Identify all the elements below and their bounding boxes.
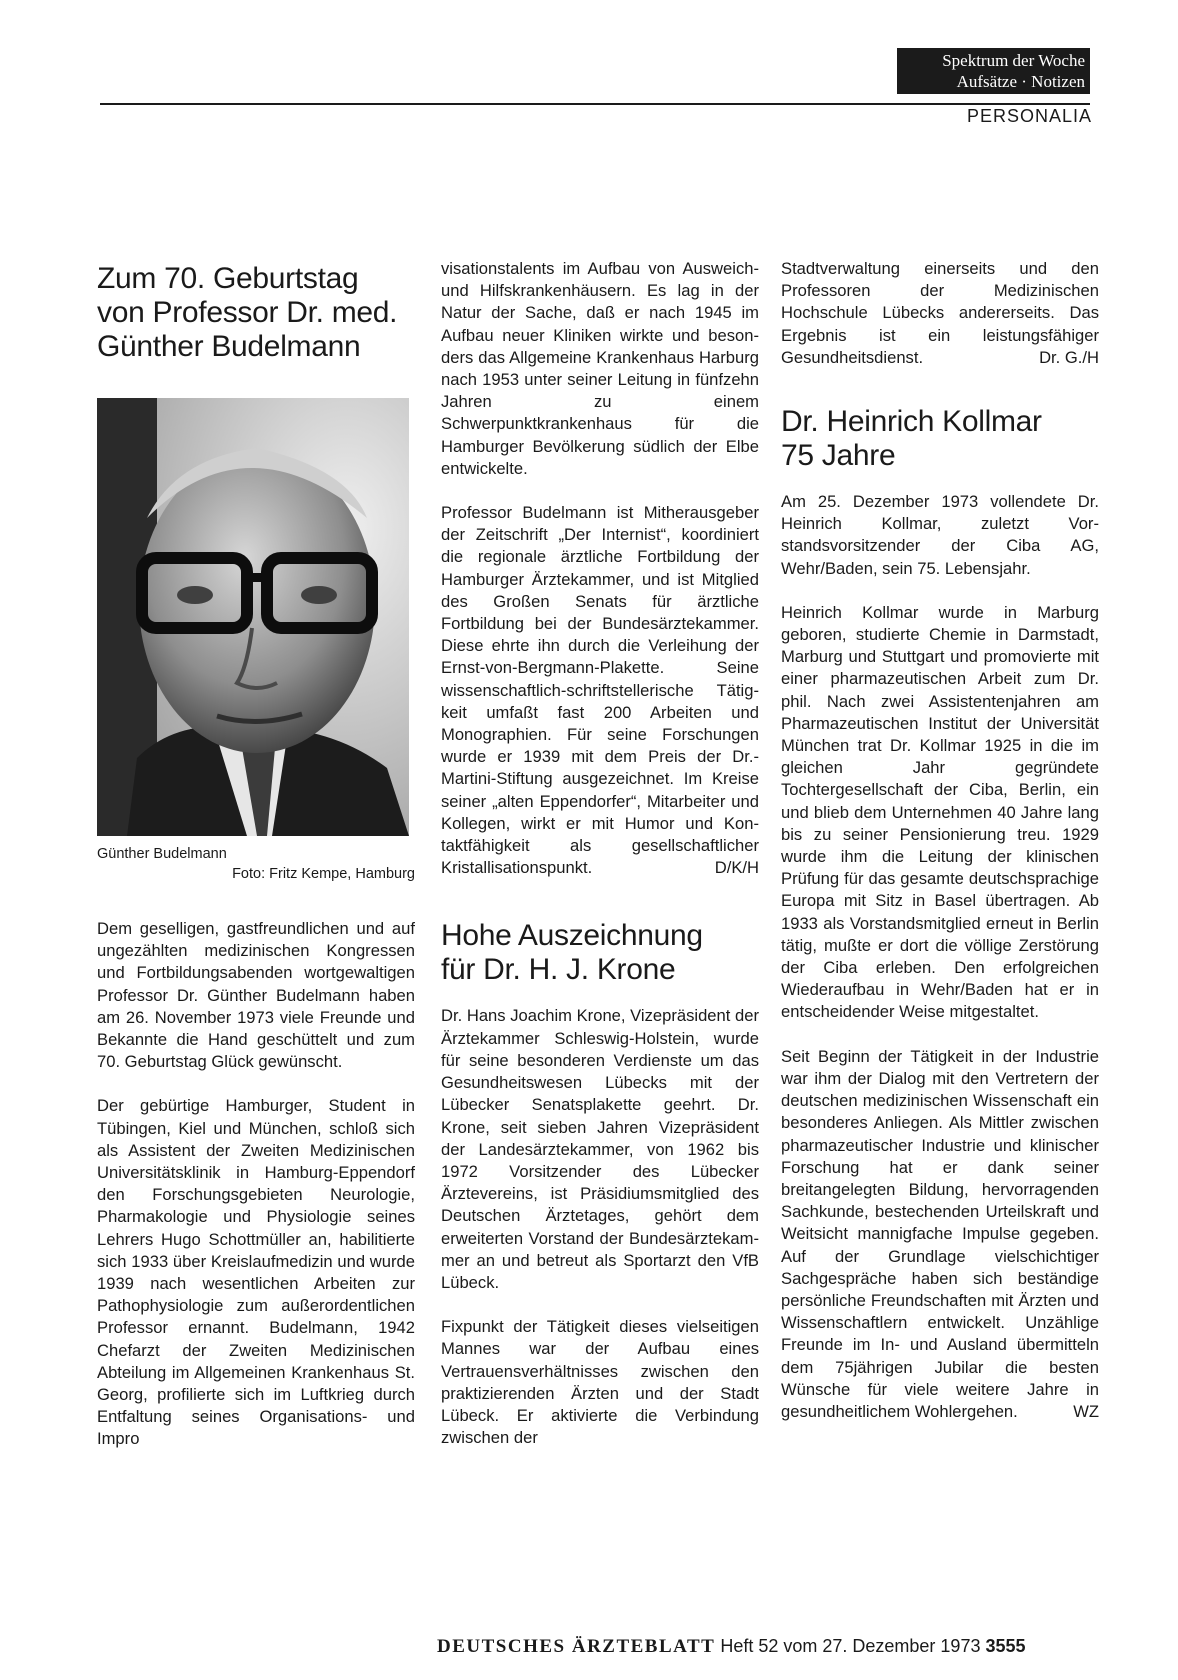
- article1-paragraph-2: Der gebürtige Hamburger, Student in Tübingen, Kiel und München, schloß sich als Assistent der Zweiten Medizinischen Universitätsklinik in Hamburg-Eppendorf den Forschungsgebieten Neurologie, Pharmakologie und Physiologie seines Lehrers Hugo Schottmüller an, habilitierte sich 1933 über Kreislaufmedizin und wurde 1939 nach wesentlichen Arbeiten zur Pathophysiologie zum außerordentlichen Professor ernannt. Budelmann, 1942 Chefarzt der Zweiten Medizinischen Abteilung im Allgemeinen Krankenhaus St. Georg, profilierte sich im Luftkrieg durch Entfaltung seines Organisations- und Impro: [97, 1096, 415, 1449]
- article2-paragraph-3-text: Stadtverwaltung einerseits und den Professoren der Medizinischen Hochschule Lübecks andererseits. Das Ergebnis ist ein leistungsfähiger Gesundheitsdienst.: [781, 259, 1099, 367]
- article3-title-line2: 75 Jahre: [781, 439, 896, 473]
- magazine-name: DEUTSCHES ÄRZTEBLATT: [437, 1636, 716, 1657]
- article1-signature: D/K/H: [714, 858, 759, 878]
- article2-paragraph-3: [781, 258, 1099, 369]
- article1-paragraph-4: [441, 502, 759, 879]
- article3-title: [781, 405, 1099, 473]
- article1-title: [97, 262, 415, 364]
- page-number: 3555: [985, 1636, 1026, 1656]
- photo-caption: Günther Budelmann: [97, 846, 227, 862]
- article2-signature: Dr. G./H: [1039, 347, 1099, 367]
- section-label-line1: Spektrum der Woche: [942, 51, 1085, 70]
- article1-title-line3: Günther Budelmann: [97, 330, 361, 363]
- article3-paragraph-3: [781, 1046, 1099, 1423]
- article1-title-line1: Zum 70. Geburtstag: [97, 262, 359, 295]
- article1-paragraph-1: Dem geselligen, gastfreundlichen und auf ungezählten medizinischen Kongressen und Fortbildungsabenden wortgewaltigen Professor Dr. Günther Budelmann haben am 26. November 1973 viele Freunde und Bekannte die Hand geschüttelt und zum 70. Geburtstag Glück gewünscht.: [97, 919, 415, 1072]
- category-label: PERSONALIA: [966, 106, 1092, 126]
- article1-paragraph-4-text: Professor Budelmann ist Mitherausgeber der Zeitschrift „Der Internist“, koordiniert die regionale ärztliche Fortbildung der Hamburger Ärztekammer, und ist Mitglied des Großen Senats für ärztliche Fortbildung bei der Bundesärztekammer. Diese ehrte ihn durch die Verleihung der Ernst-von-Bergmann-Plakette. Seine wissenschaftlich-schriftstellerische Tätigkeit umfaßt fast 200 Arbeiten und Monographien. Für seine Forschungen wurde er 1939 mit dem Preis der Dr.-Martini-Stiftung ausgezeichnet. Im Kreise seiner „alten Eppendorfer“, Mitarbeiter und Kollegen, wirkt er mit Humor und Kontaktfähigkeit als gesellschaftlicher Kristallisationspunkt.: [441, 503, 759, 878]
- article2-title-line2: für Dr. H. J. Krone: [441, 953, 676, 987]
- column-3: [781, 258, 1099, 1445]
- header-rule: [100, 103, 1090, 105]
- article3-paragraph-3-text: Seit Beginn der Tätigkeit in der Industrie war ihm der Dialog mit den Vertretern der deutschen medizinischen Wissenschaft ein besonderes Anliegen. Als Mittler zwischen pharmazeutischer Industrie und klinischer Forschung hat er dank seiner breitangelegten Bildung, hervorragenden Sachkunde, bestechenden Urteilskraft und Weitsicht mannigfache Impulse gegeben. Auf der Grundlage vielschichtiger Sachgespräche haben sich beständige persönliche Freundschaften mit Ärzten und Wissenschaftlern entwickelt. Unzählige Freunde im In- und Ausland übermitteln dem 75jährigen Jubilar die besten Wünsche für viele weitere Jahre in gesundheitlichem Wohlergehen.: [781, 1046, 1099, 1421]
- photo-credit: Foto: Fritz Kempe, Hamburg: [232, 866, 415, 882]
- section-label-line2: Aufsätze · Notizen: [956, 72, 1085, 91]
- section-label-box: [897, 48, 1090, 94]
- portrait-photo: [97, 398, 409, 836]
- issue-info: Heft 52 vom 27. Dezember 1973: [720, 1636, 981, 1656]
- article2-paragraph-1: Dr. Hans Joachim Krone, Vizepräsident der Ärztekammer Schleswig-Holstein, wurde für seine besonderen Verdienste um das Gesundheitswesen Lübecks mit der Lübecker Senatsplakette geehrt. Dr. Krone, seit sieben Jahren Vizepräsident der Landesärztekammer, von 1962 bis 1972 Vorsitzender des Lübecker Ärztevereins, ist Präsidiumsmitglied des Deutschen Ärztetages, gehört dem erweiterten Vorstand der Bundesärztekammer an und betreut als Sportarzt den VfB Lübeck.: [441, 1006, 759, 1292]
- article3-signature: WZ: [1073, 1401, 1099, 1421]
- article3-paragraph-1: Am 25. Dezember 1973 vollendete Dr. Heinrich Kollmar, zuletzt Vorstandsvorsitzender der Ciba AG, Wehr/Baden, sein 75. Lebensjahr.: [781, 492, 1099, 578]
- article2-title: [441, 919, 759, 987]
- column-2: [441, 258, 759, 1471]
- article2-paragraph-2: Fixpunkt der Tätigkeit dieses vielseitigen Mannes war der Aufbau eines Vertrauensverhältnisses zwischen den praktizierenden Ärzten und der Stadt Lübeck. Er aktivierte die Verbindung zwischen der: [441, 1317, 759, 1448]
- article3-paragraph-2: Heinrich Kollmar wurde in Marburg geboren, studierte Chemie in Darmstadt, Marburg und Stuttgart und promovierte mit einer pharmazeutischen Arbeit zum Dr. phil. Nach zwei Assistentenjahren am Pharmazeutischen Institut der Universität München trat Dr. Kollmar 1925 in die im gleichen Jahr gegründete Tochtergesellschaft der Ciba, Berlin, ein und blieb dem Unternehmen 40 Jahre lang bis zu seiner Pensionierung treu. 1929 wurde ihm die Leitung der klinischen Prüfung für das gesamte deutschsprachige Europa mit Sitz in Basel übertragen. Ab 1933 als Vorstandsmitglied erneut in Berlin tätig, mußte er dort die völlige Zerstörung der Ciba erleben. Den erfolgreichen Wiederaufbau in Wehr/Baden hat er in entscheidender Weise mitgestaltet.: [781, 602, 1099, 1022]
- article3-title-line1: Dr. Heinrich Kollmar: [781, 405, 1042, 439]
- column-1: [97, 262, 415, 1473]
- portrait-image: [97, 398, 409, 836]
- article1-title-line2: von Professor Dr. med.: [97, 296, 398, 329]
- page-footer: [437, 1636, 1026, 1658]
- article1-paragraph-3: visationstalents im Aufbau von Ausweich- und Hilfskrankenhäusern. Es lag in der Natur der Sache, daß er nach 1945 im Aufbau neuer Kliniken wirkte und besonders das Allgemeine Krankenhaus Harburg nach 1953 unter seiner Leitung in fünfzehn Jahren zu einem Schwerpunktkrankenhaus für die Hamburger Bevölkerung südlich der Elbe entwickelte.: [441, 259, 759, 478]
- article2-title-line1: Hohe Auszeichnung: [441, 919, 703, 953]
